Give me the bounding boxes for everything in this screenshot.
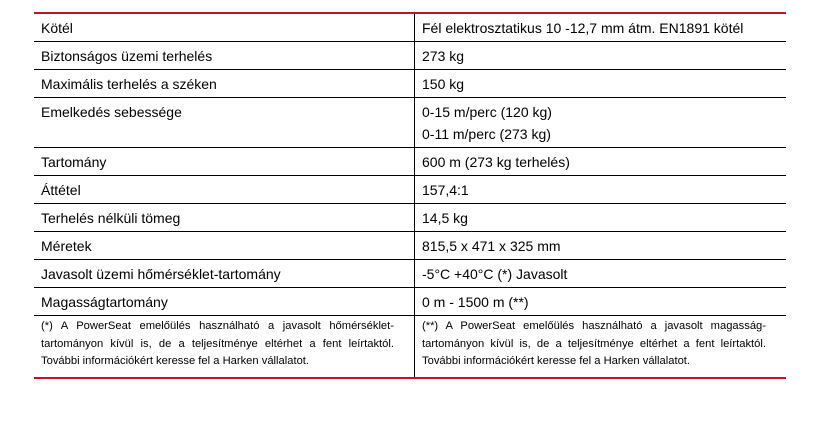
- spec-label: Emelkedés sebessége: [34, 98, 415, 148]
- spec-value: Fél elektrosztatikus 10 -12,7 mm átm. EN1891 kötél: [415, 13, 787, 42]
- spec-label: Magasságtartomány: [34, 288, 415, 316]
- spec-value: 0 m - 1500 m (**): [415, 288, 787, 316]
- spec-row-range: [34, 148, 786, 176]
- footnotes-row: [34, 316, 786, 378]
- spec-row-unloaded-weight: [34, 204, 786, 232]
- spec-value: 815,5 x 471 x 325 mm: [415, 232, 787, 260]
- spec-value-line: 0-11 m/perc (273 kg): [422, 126, 551, 142]
- spec-value: -5°C +40°C (*) Javasolt: [415, 260, 787, 288]
- spec-label: Javasolt üzemi hőmérséklet-tartomány: [34, 260, 415, 288]
- spec-value: 14,5 kg: [415, 204, 787, 232]
- spec-value-line: 0-15 m/perc (120 kg): [422, 104, 552, 120]
- specifications-table: [34, 12, 786, 379]
- footnote-altitude: (**) A PowerSeat emelőülés használható a javasolt magasság-tartományon kívül is, de a teljesítménye eltérhet a fent leírtaktól. További információkért keresse fel a Harken vállalatot.: [415, 316, 787, 378]
- spec-row-rope: [34, 13, 786, 42]
- spec-value: [415, 98, 787, 148]
- spec-row-temperature-range: [34, 260, 786, 288]
- spec-label: Kötél: [34, 13, 415, 42]
- spec-value: 150 kg: [415, 70, 787, 98]
- spec-value: 600 m (273 kg terhelés): [415, 148, 787, 176]
- spec-row-dimensions: [34, 232, 786, 260]
- spec-value: 157,4:1: [415, 176, 787, 204]
- spec-row-safe-working-load: [34, 42, 786, 70]
- spec-row-altitude-range: [34, 288, 786, 316]
- spec-label: Biztonságos üzemi terhelés: [34, 42, 415, 70]
- spec-row-lift-speed: [34, 98, 786, 148]
- spec-label: Maximális terhelés a széken: [34, 70, 415, 98]
- footnote-temperature: (*) A PowerSeat emelőülés használható a javasolt hőmérséklet-tartományon kívül is, de a teljesítménye eltérhet a fent leírtaktól. További információkért keresse fel a Harken vállalatot.: [34, 316, 415, 378]
- spec-row-max-seat-load: [34, 70, 786, 98]
- spec-label: Méretek: [34, 232, 415, 260]
- spec-label: Terhelés nélküli tömeg: [34, 204, 415, 232]
- spec-value: 273 kg: [415, 42, 787, 70]
- spec-row-gear-ratio: [34, 176, 786, 204]
- spec-label: Tartomány: [34, 148, 415, 176]
- spec-label: Áttétel: [34, 176, 415, 204]
